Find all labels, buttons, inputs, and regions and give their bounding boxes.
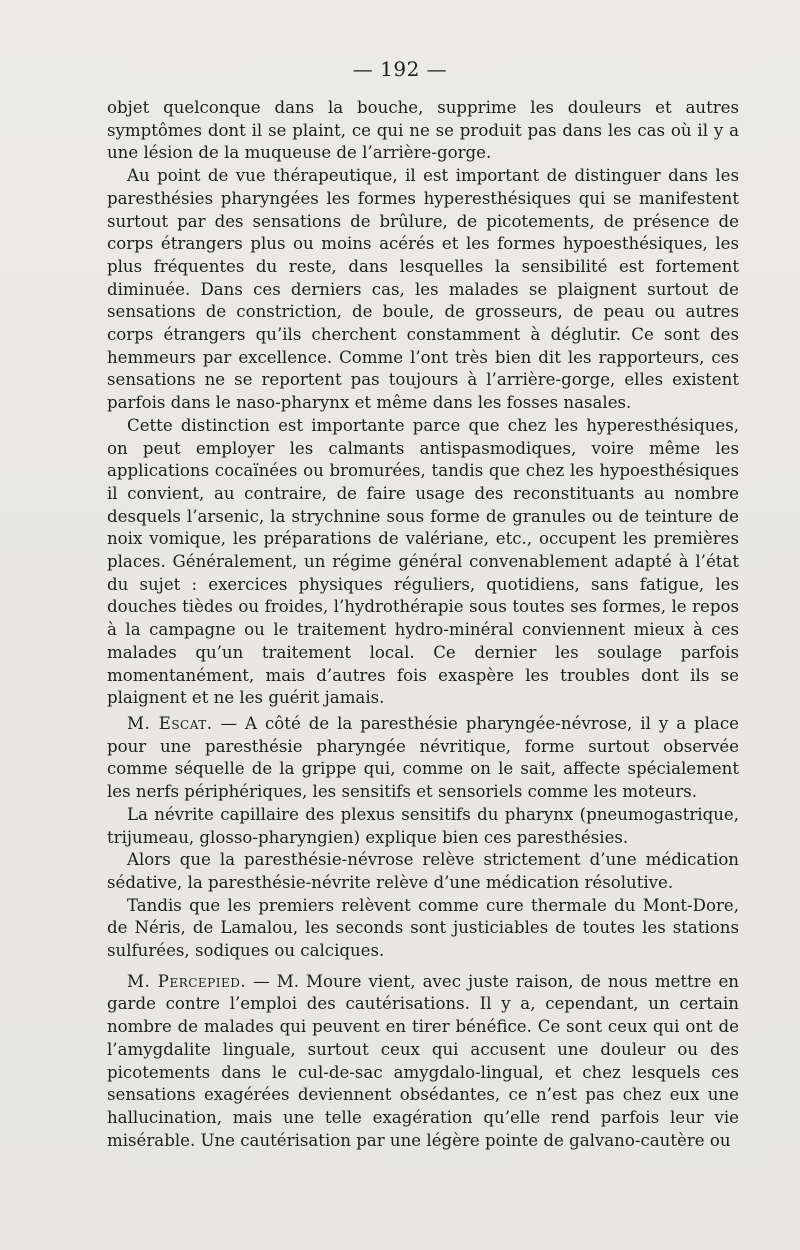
- page-number: — 192 —: [352, 57, 448, 81]
- paragraph-distinction: Cette distinction est importante parce que chez les hyperesthésiques, on peut employer les calmants antispasmodiques, voire même les applications cocaïnées ou bromurées, tandis que chez les hypoesthésiques il convient, au contraire, de faire usage des reconstituants au nombre desquels l’arsenic, la strychnine sous forme de granules ou de teinture de noix vomique, les préparations de valériane, etc., occupent les premières places. Généralement, un régime général convenablement adapté à l’état du sujet : exercices physiques réguliers, quotidiens, sans fatigue, les douches tièdes ou froides, l’hydrothérapie sous toutes ses formes, le repos à la campagne ou le traitement hydro-minéral conviennent mieux à ces malades qu’un traitement local. Ce dernier les soulage parfois momentanément, mais d’autres fois exaspère les troubles dont ils se plaignent et ne les guérit jamais.: [107, 415, 739, 708]
- paragraph-escat: [107, 713, 739, 804]
- paragraph-continuation: objet quelconque dans la bouche, supprime les douleurs et autres symptômes dont il se plaint, ce qui ne se produit pas dans les cas où il y a une lésion de la muqueuse de l’arrière-gorge.: [107, 98, 739, 163]
- paragraph-therapeutics: Au point de vue thérapeutique, il est important de distinguer dans les paresthésies pharyngées les formes hyperesthésiques qui se manifestent surtout par des sensations de brûlure, de picotements, de présence de corps étrangers plus ou moins acérés et les formes hypoesthésiques, les plus fréquentes du reste, dans lesquelles la sensibilité est fortement diminuée. Dans ces derniers cas, les malades se plaignent surtout de sensations de constriction, de boule, de grosseurs, de peau ou autres corps étrangers qu’ils cherchent constamment à déglutir. Ce sont des hemmeurs par excellence. Comme l’ont très bien dit les rapporteurs, ces sensations ne se reportent pas toujours à l’arrière-gorge, elles existent parfois dans le naso-pharynx et même dans les fosses nasales.: [107, 166, 739, 413]
- paragraph-nevrite: La névrite capillaire des plexus sensitifs du pharynx (pneumogastrique, trijumeau, glosso-pharyngien) explique bien ces paresthésies.: [107, 804, 739, 847]
- paragraph-cure-thermale: Tandis que les premiers relèvent comme cure thermale du Mont-Dore, de Néris, de Lamalou, les seconds sont justiciables de toutes les stations sulfurées, sodiques ou calciques.: [107, 895, 739, 961]
- paragraph-nevrose: Alors que la paresthésie-névrose relève strictement d’une médication sédative, la paresthésie-névrite relève d’une médication résolutive.: [107, 850, 739, 892]
- paragraph-percepied: [107, 971, 739, 1153]
- body-text: [107, 97, 739, 1152]
- speaker-text: — A côté de la paresthésie pharyngée-névrose, il y a place pour une paresthésie pharyngée névritique, forme surtout observée comme séquelle de la grippe qui, comme on le sait, affecte spécialement les nerfs périphériques, les sensitifs et sensoriels comme les moteurs.: [107, 713, 739, 802]
- speaker-name: M. Escat.: [127, 713, 213, 733]
- speaker-name: M. Percepied.: [127, 971, 247, 991]
- speaker-text: — M. Moure vient, avec juste raison, de nous mettre en garde contre l’emploi des cautérisations. Il y a, cependant, un certain nombre de malades qui peuvent en tirer bénéfice. Ce sont ceux qui ont de l’amygdalite linguale, surtout ceux qui accusent une douleur ou des picotements dans le cul-de-sac amygdalo-lingual, et chez lesquels ces sensations exagérées deviennent obsédantes, ce n’est pas chez eux une hallucination, mais une telle exagération qu’elle rend parfois leur vie misérable. Une cautérisation par une légère pointe de galvano-cautère ou: [107, 971, 739, 1150]
